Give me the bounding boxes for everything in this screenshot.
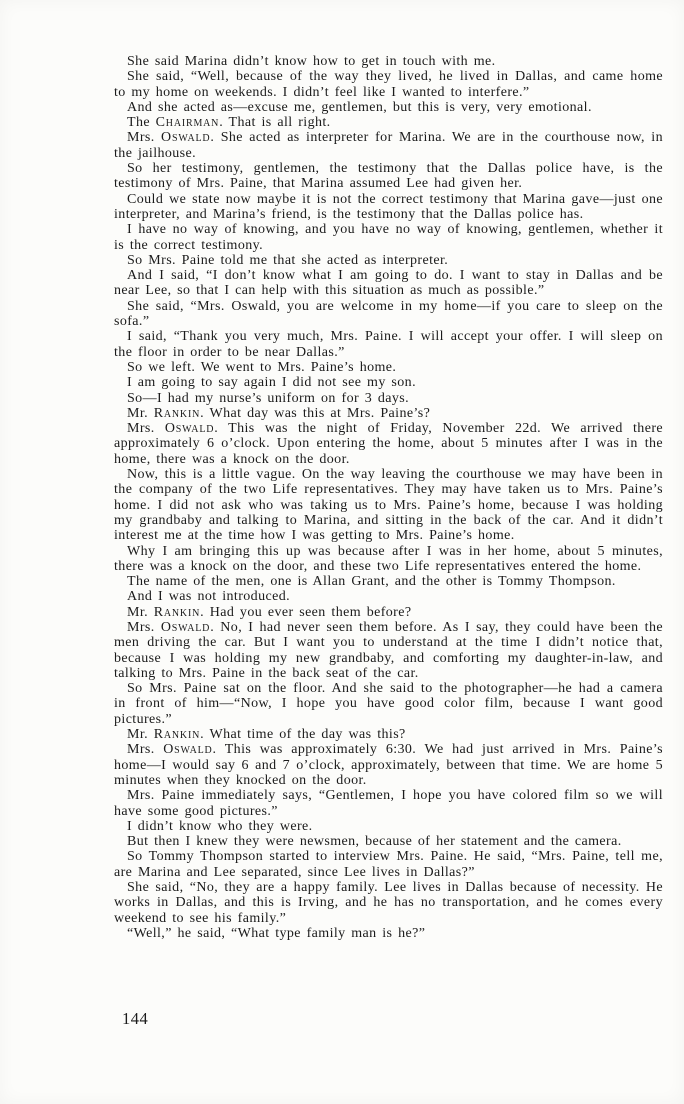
paragraph [114, 681, 663, 727]
paragraph-text: Could we state now maybe it is not the correct testimony that Marina gave—just one interpreter, and Marina’s friend, is the testimony that the Dallas police has. [114, 191, 663, 222]
paragraph [114, 742, 663, 788]
paragraph-text: Why I am bringing this up was because after I was in her home, about 5 minutes, there was a knock on the door, and these two Life representatives entered the home. [114, 543, 663, 574]
paragraph [114, 620, 663, 681]
paragraph [114, 222, 663, 253]
paragraph-text: So—I had my nurse’s uniform on for 3 days. [127, 390, 410, 406]
paragraph-text: I have no way of knowing, and you have no way of knowing, gentlemen, whether it is the correct testimony. [114, 222, 663, 253]
speaker-name: Oswald [163, 742, 213, 758]
paragraph [114, 849, 663, 880]
speaker-name: Rankin [153, 405, 201, 421]
paragraph [114, 880, 663, 926]
paragraph [114, 467, 663, 543]
paragraph-text: I said, “Thank you very much, Mrs. Paine. I will accept your offer. I will sleep on the floor in order to be near Dallas.” [114, 329, 663, 360]
paragraph [114, 375, 663, 390]
paragraph-text: I didn’t know who they were. [127, 818, 313, 834]
paragraph [114, 69, 663, 100]
paragraph-text: So Mrs. Paine sat on the floor. And she said to the photographer—he had a camera in front of him—“Now, I hope you have good color film, because I want good pictures.” [114, 681, 663, 727]
speaker-name: Oswald [160, 619, 211, 635]
paragraph-text: And I was not introduced. [127, 589, 291, 605]
paragraph-text: Mrs. Paine immediately says, “Gentlemen, I hope you have colored film so we will have some good pictures.” [114, 788, 663, 819]
paragraph-text: So her testimony, gentlemen, the testimony that the Dallas police have, is the testimony of Mrs. Paine, that Marina assumed Lee had given her. [114, 161, 663, 192]
paragraph-text: The [127, 115, 156, 131]
paragraph-text: So Mrs. Paine told me that she acted as interpreter. [127, 252, 449, 268]
paragraph-text: . Had you ever seen them before? [200, 604, 412, 620]
paragraph [114, 574, 663, 589]
paragraph [114, 192, 663, 223]
speaker-name: Rankin [153, 727, 201, 743]
paragraph [114, 788, 663, 819]
paragraph-text: Mrs. [127, 742, 164, 758]
paragraph [114, 100, 663, 115]
paragraph-text: . What time of the day was this? [200, 727, 406, 743]
paragraph-text: . What day was this at Mrs. Paine’s? [200, 405, 431, 421]
paragraph-text: . This was approximately 6:30. We had just arrived in Mrs. Paine’s home—I would say 6 and 7 o’clock, approximately, between that time. We are home 5 minutes when they knocked on the door. [114, 742, 664, 788]
paragraph-text: But then I knew they were newsmen, because of her statement and the camera. [127, 834, 622, 850]
paragraph [114, 605, 663, 620]
paragraph-text: She said, “Mrs. Oswald, you are welcome in my home—if you care to sleep on the sofa.” [114, 298, 663, 330]
paragraph-text: She said, “Well, because of the way they lived, he lived in Dallas, and came home to my home on weekends. I didn’t feel like I wanted to interfere.” [114, 69, 663, 100]
paragraph [114, 268, 663, 299]
paragraph [114, 253, 663, 268]
paragraph-text: . This was the night of Friday, November 22d. We arrived there approximately 6 o’clock. Upon entering the home, about 5 minutes after I was in the home, there was a knock on the door. [114, 421, 663, 467]
paragraph-text: Now, this is a little vague. On the way leaving the courthouse we may have been in the company of the two Life representatives. They may have taken us to Mrs. Paine’s home. I did not ask who was taking us to Mrs. Paine’s home, because I was holding my grandbaby and talking to Marina, and sitting in the back of the car. And it didn’t interest me at the time how I was getting to Mrs. Paine’s home. [114, 467, 663, 544]
paragraph [114, 926, 663, 941]
paragraph-text: She said, “No, they are a happy family. Lee lives in Dallas because of necessity. He works in Dallas, and this is Irving, and he has no transportation, and he comes every weekend to see his family.” [114, 880, 663, 926]
paragraph-text: She said Marina didn’t know how to get in touch with me. [127, 54, 496, 69]
paragraph [114, 360, 663, 375]
page-number: 144 [122, 1009, 149, 1028]
paragraph-text: The name of the men, one is Allan Grant, and the other is Tommy Thompson. [127, 574, 616, 590]
paragraph [114, 161, 663, 192]
paragraph [114, 544, 663, 575]
paragraph-text: Mr. [127, 604, 154, 620]
paragraph-text: . No, I had never seen them before. As I say, they could have been the men driving the car. But I want you to understand at the time I didn’t notice that, because I was holding my new grandbaby, and comforting my daughter-in-law, and talking to Mrs. Paine in the back seat of the car. [114, 619, 663, 681]
paragraph [114, 391, 663, 406]
speaker-name: Rankin [153, 604, 201, 620]
paragraph-text: And she acted as—excuse me, gentlemen, but this is very, very emotional. [127, 99, 592, 115]
paragraph-text: Mrs. [127, 130, 162, 146]
paragraph-text: So Tommy Thompson started to interview Mrs. Paine. He said, “Mrs. Paine, tell me, are Marina and Lee separated, since Lee lives in Dallas?” [114, 849, 663, 880]
paragraph-text: Mr. [127, 405, 154, 421]
paragraph [114, 727, 663, 742]
speaker-name: Oswald [161, 130, 211, 146]
paragraph [114, 130, 663, 161]
speaker-name: Oswald [164, 421, 215, 437]
paragraph-text: Mrs. [127, 619, 161, 635]
paragraph [114, 819, 663, 834]
paragraph [114, 421, 663, 467]
paragraph-text: Mr. [127, 727, 154, 743]
paragraph [114, 589, 663, 604]
speaker-name: Chairman [155, 115, 220, 131]
paragraph-text: Mrs. [127, 421, 165, 437]
paragraph [114, 329, 663, 360]
paragraph-text: And I said, “I don’t know what I am going to do. I want to stay in Dallas and be near Lee, so that I can help with this situation as much as possible.” [114, 268, 663, 299]
paragraph [114, 299, 663, 330]
paragraph [114, 834, 663, 849]
paragraph-text: . That is all right. [219, 115, 331, 131]
paragraph-text: “Well,” he said, “What type family man is he?” [127, 925, 426, 941]
text-block [114, 54, 663, 941]
paragraph-text: . She acted as interpreter for Marina. We are in the courthouse now, in the jailhouse. [114, 130, 663, 161]
paragraph-text: I am going to say again I did not see my son. [127, 375, 416, 391]
paragraph-text: So we left. We went to Mrs. Paine’s home. [127, 359, 397, 375]
paragraph [114, 115, 663, 130]
paragraph [114, 406, 663, 421]
paragraph [114, 54, 663, 69]
